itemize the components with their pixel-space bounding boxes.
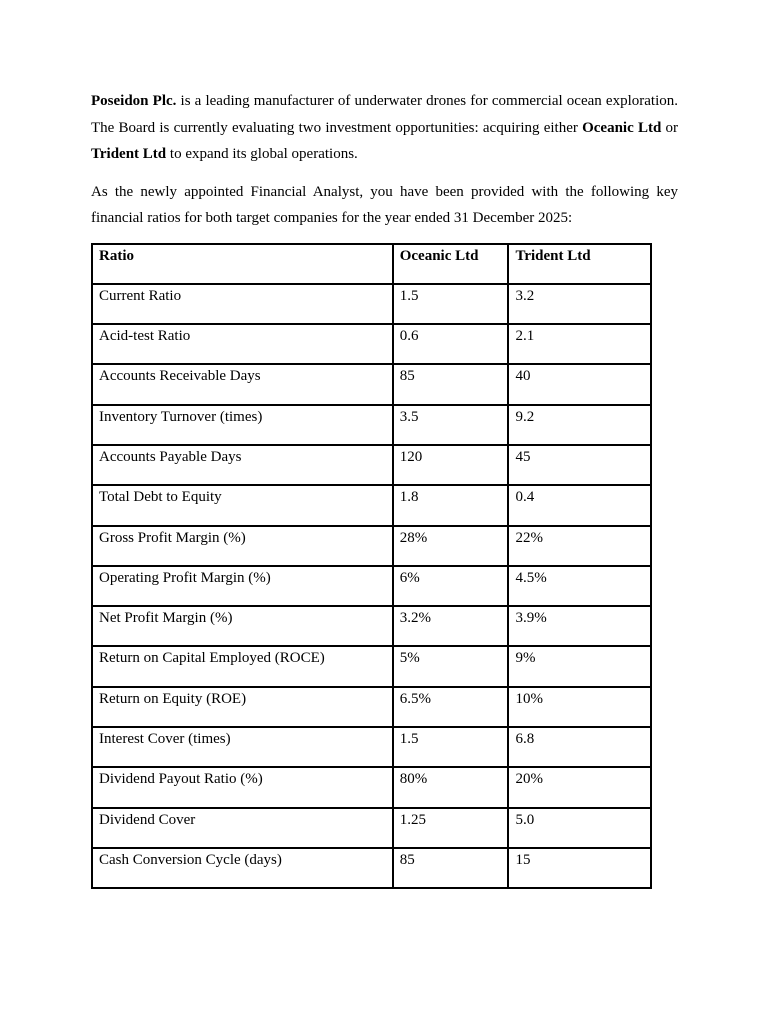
ratio-name-cell: Inventory Turnover (times)	[92, 405, 393, 445]
document-page	[91, 88, 678, 889]
trident-value-cell: 10%	[508, 687, 651, 727]
trident-value-cell: 22%	[508, 526, 651, 566]
ratio-name-cell: Return on Equity (ROE)	[92, 687, 393, 727]
table-row	[92, 848, 651, 888]
oceanic-value-cell: 3.2%	[393, 606, 509, 646]
table-row	[92, 767, 651, 807]
trident-value-cell: 3.9%	[508, 606, 651, 646]
ratio-name-cell: Net Profit Margin (%)	[92, 606, 393, 646]
trident-value-cell: 4.5%	[508, 566, 651, 606]
oceanic-value-cell: 85	[393, 364, 509, 404]
ratio-name-cell: Operating Profit Margin (%)	[92, 566, 393, 606]
ratio-name-cell: Accounts Payable Days	[92, 445, 393, 485]
trident-value-cell: 9.2	[508, 405, 651, 445]
header-oceanic: Oceanic Ltd	[393, 244, 509, 284]
table-row	[92, 687, 651, 727]
trident-value-cell: 9%	[508, 646, 651, 686]
intro-text-2: or	[661, 119, 678, 136]
context-paragraph: As the newly appointed Financial Analyst, you have been provided with the following key financial ratios for both target companies for the year ended 31 December 2025:	[91, 183, 678, 226]
intro-paragraph	[91, 88, 678, 168]
trident-value-cell: 2.1	[508, 324, 651, 364]
oceanic-value-cell: 1.5	[393, 284, 509, 324]
table-row	[92, 808, 651, 848]
table-row	[92, 284, 651, 324]
oceanic-value-cell: 1.8	[393, 485, 509, 525]
oceanic-value-cell: 3.5	[393, 405, 509, 445]
oceanic-value-cell: 1.5	[393, 727, 509, 767]
trident-value-cell: 5.0	[508, 808, 651, 848]
ratio-name-cell: Gross Profit Margin (%)	[92, 526, 393, 566]
oceanic-value-cell: 80%	[393, 767, 509, 807]
ratio-name-cell: Total Debt to Equity	[92, 485, 393, 525]
table-header-row	[92, 244, 651, 284]
table-row	[92, 485, 651, 525]
oceanic-value-cell: 6%	[393, 566, 509, 606]
ratios-table	[91, 243, 652, 890]
ratio-name-cell: Return on Capital Employed (ROCE)	[92, 646, 393, 686]
ratio-name-cell: Acid-test Ratio	[92, 324, 393, 364]
trident-value-cell: 40	[508, 364, 651, 404]
table-row	[92, 646, 651, 686]
header-ratio: Ratio	[92, 244, 393, 284]
table-row	[92, 566, 651, 606]
ratio-name-cell: Cash Conversion Cycle (days)	[92, 848, 393, 888]
intro-text-1: is a leading manufacturer of underwater drones for commercial ocean exploration. The Board is currently evaluating two investment opportunities: acquiring either	[91, 93, 678, 136]
trident-value-cell: 15	[508, 848, 651, 888]
table-row	[92, 727, 651, 767]
trident-value-cell: 20%	[508, 767, 651, 807]
target-trident: Trident Ltd	[91, 146, 167, 162]
ratio-name-cell: Current Ratio	[92, 284, 393, 324]
company-name: Poseidon Plc.	[91, 93, 177, 109]
oceanic-value-cell: 6.5%	[393, 687, 509, 727]
ratio-name-cell: Dividend Payout Ratio (%)	[92, 767, 393, 807]
trident-value-cell: 45	[508, 445, 651, 485]
oceanic-value-cell: 85	[393, 848, 509, 888]
oceanic-value-cell: 120	[393, 445, 509, 485]
table-row	[92, 606, 651, 646]
oceanic-value-cell: 28%	[393, 526, 509, 566]
trident-value-cell: 0.4	[508, 485, 651, 525]
trident-value-cell: 6.8	[508, 727, 651, 767]
ratio-name-cell: Accounts Receivable Days	[92, 364, 393, 404]
table-body	[92, 284, 651, 888]
header-trident: Trident Ltd	[508, 244, 651, 284]
table-row	[92, 364, 651, 404]
target-oceanic: Oceanic Ltd	[582, 119, 662, 136]
ratio-name-cell: Interest Cover (times)	[92, 727, 393, 767]
trident-value-cell: 3.2	[508, 284, 651, 324]
oceanic-value-cell: 0.6	[393, 324, 509, 364]
oceanic-value-cell: 5%	[393, 646, 509, 686]
table-row	[92, 526, 651, 566]
table-row	[92, 445, 651, 485]
intro-text-3: to expand its global operations.	[166, 146, 358, 162]
table-row	[92, 405, 651, 445]
table-row	[92, 324, 651, 364]
ratio-name-cell: Dividend Cover	[92, 808, 393, 848]
oceanic-value-cell: 1.25	[393, 808, 509, 848]
